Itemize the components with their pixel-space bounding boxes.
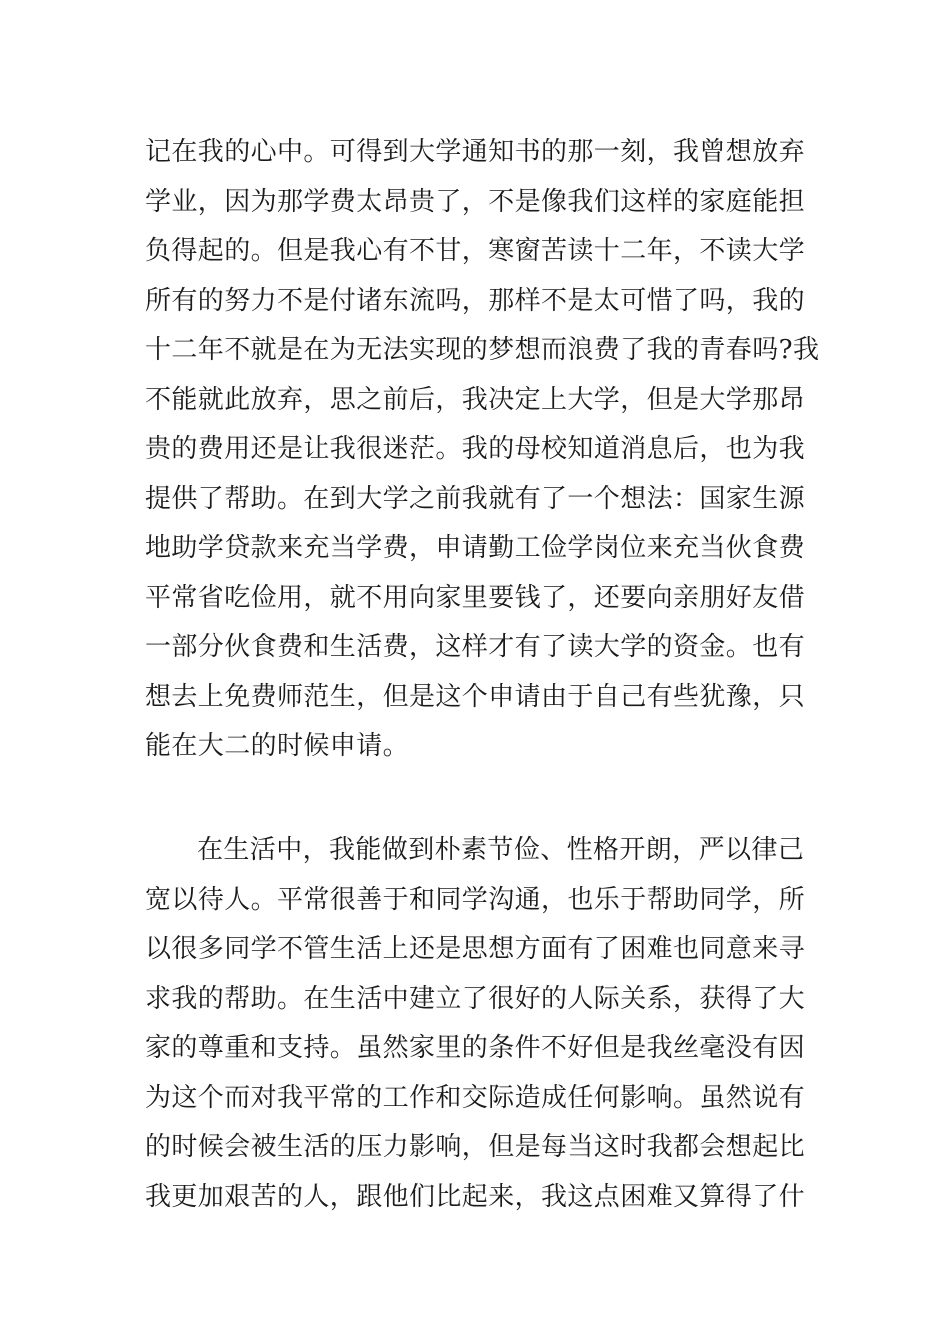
paragraph-line: 地助学贷款来充当学费，申请勤工俭学岗位来充当伙食费 [145,533,806,563]
paragraph-line: 的时候会被生活的压力影响，但是每当这时我都会想起比 [145,1132,806,1162]
paragraph-line: 宽以待人。平常很善于和同学沟通，也乐于帮助同学，所 [145,884,806,915]
paragraph-line: 想去上免费师范生，但是这个申请由于自己有些犹豫，只 [145,681,806,712]
paragraph-line: 提供了帮助。在到大学之前我就有了一个想法：国家生源 [145,483,806,514]
paragraph-line: 所有的努力不是付诸东流吗，那样不是太可惜了吗，我的 [145,285,806,316]
paragraph-line: 十二年不就是在为无法实现的梦想而浪费了我的青春吗?我 [145,335,820,365]
paragraph-first-line: 在生活中，我能做到朴素节俭、性格开朗，严以律己 [197,835,805,865]
paragraph-line: 学业，因为那学费太昂贵了，不是像我们这样的家庭能担 [145,186,806,217]
paragraph-line: 为这个而对我平常的工作和交际造成任何影响。虽然说有 [145,1082,806,1113]
paragraph-2 [145,826,810,1222]
paragraph-line: 不能就此放弃，思之前后，我决定上大学，但是大学那昂 [145,384,806,415]
paragraph-line: 能在大二的时候申请。 [145,731,410,761]
paragraph-line: 负得起的。但是我心有不甘，寒窗苦读十二年，不读大学 [145,236,806,266]
paragraph-line: 我更加艰苦的人，跟他们比起来，我这点困难又算得了什 [145,1181,806,1212]
paragraph-1 [145,128,820,772]
paragraph-line: 记在我的心中。可得到大学通知书的那一刻，我曾想放弃 [145,137,806,167]
paragraph-line: 家的尊重和支持。虽然家里的条件不好但是我丝毫没有因 [145,1033,806,1063]
paragraph-line: 求我的帮助。在生活中建立了很好的人际关系，获得了大 [145,983,806,1014]
paragraph-line: 一部分伙食费和生活费，这样才有了读大学的资金。也有 [145,632,806,662]
paragraph-line: 贵的费用还是让我很迷茫。我的母校知道消息后，也为我 [145,434,806,464]
paragraph-line: 以很多同学不管生活上还是思想方面有了困难也同意来寻 [145,934,806,964]
paragraph-line: 平常省吃俭用，就不用向家里要钱了，还要向亲朋好友借 [145,582,806,613]
